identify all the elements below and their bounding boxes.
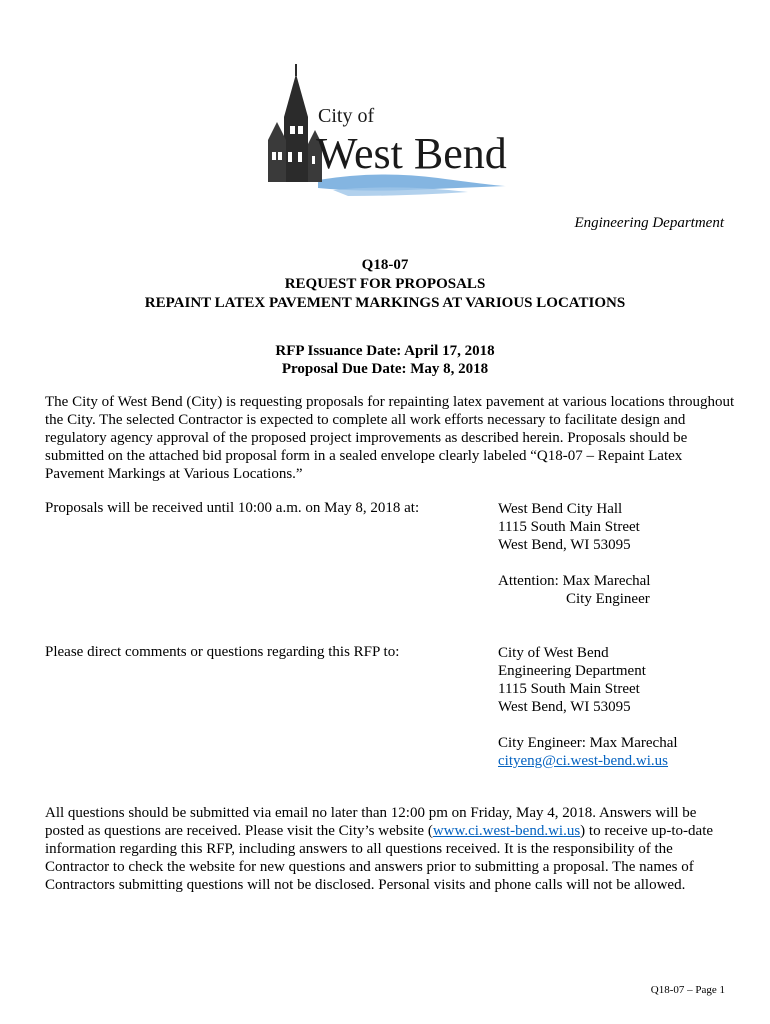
attention-title: City Engineer (566, 591, 650, 607)
svg-text:City of: City of (318, 105, 375, 127)
intro-paragraph: The City of West Bend (City) is requesting proposals for repainting latex pavement at various locations throughout the City. The selected Contractor is expected to complete all work efforts necessary to facilitate design and regulatory agency approval of the proposed project improvements as described herein. Proposals should be submitted on the attached bid proposal form in a sealed envelope clearly labeled “Q18-07 – Repaint Latex Pavement Markings at Various Locations.” (45, 394, 735, 482)
contact-line: Engineering Department (498, 663, 646, 679)
receipt-line: West Bend City Hall (498, 501, 623, 517)
rfp-number: Q18-07 (361, 257, 409, 273)
website-link[interactable]: www.ci.west-bend.wi.us (432, 823, 581, 839)
rfp-title: REPAINT LATEX PAVEMENT MARKINGS AT VARIOUS LOCATIONS (144, 295, 626, 311)
attention-line: Attention: Max Marechal (498, 573, 651, 589)
city-hall-logo-icon (258, 62, 508, 202)
questions-text-before: All questions should be submitted via email no later than 12:00 pm on Friday, May 4, 2018. Answers will be posted as questions are received. Please visit the City’s website ( (45, 805, 697, 839)
page-footer: Q18-07 – Page 1 (650, 984, 725, 996)
due-date: Proposal Due Date: May 8, 2018 (281, 361, 489, 377)
questions-paragraph (45, 804, 735, 894)
department-name: Engineering Department (574, 215, 724, 231)
questions-text-after: ) to receive up-to-date information regarding this RFP, including answers to all questions received. It is the responsibility of the Contractor to check the website for new questions and answers prior to submitting a proposal. The names of Contractors submitting questions will not be disclosed. Personal visits and phone calls will not be allowed. (45, 823, 714, 893)
contact-line: West Bend, WI 53095 (498, 699, 631, 715)
email-link[interactable]: cityeng@ci.west-bend.wi.us (498, 753, 669, 769)
receipt-label: Proposals will be received until 10:00 a.m. on May 8, 2018 at: (45, 500, 420, 516)
receipt-address (498, 500, 650, 608)
receipt-line: West Bend, WI 53095 (498, 537, 631, 553)
city-logo (258, 62, 508, 202)
contact-line: 1115 South Main Street (498, 681, 640, 697)
contact-address (498, 644, 678, 770)
rfp-heading (0, 256, 770, 313)
rfp-dates (0, 342, 770, 378)
engineer-line: City Engineer: Max Marechal (498, 735, 678, 751)
rfp-type: REQUEST FOR PROPOSALS (284, 276, 486, 292)
contact-line: City of West Bend (498, 645, 609, 661)
receipt-line: 1115 South Main Street (498, 519, 640, 535)
svg-text:West Bend: West Bend (316, 129, 507, 178)
contact-label: Please direct comments or questions regarding this RFP to: (45, 644, 400, 660)
issuance-date: RFP Issuance Date: April 17, 2018 (275, 343, 495, 359)
